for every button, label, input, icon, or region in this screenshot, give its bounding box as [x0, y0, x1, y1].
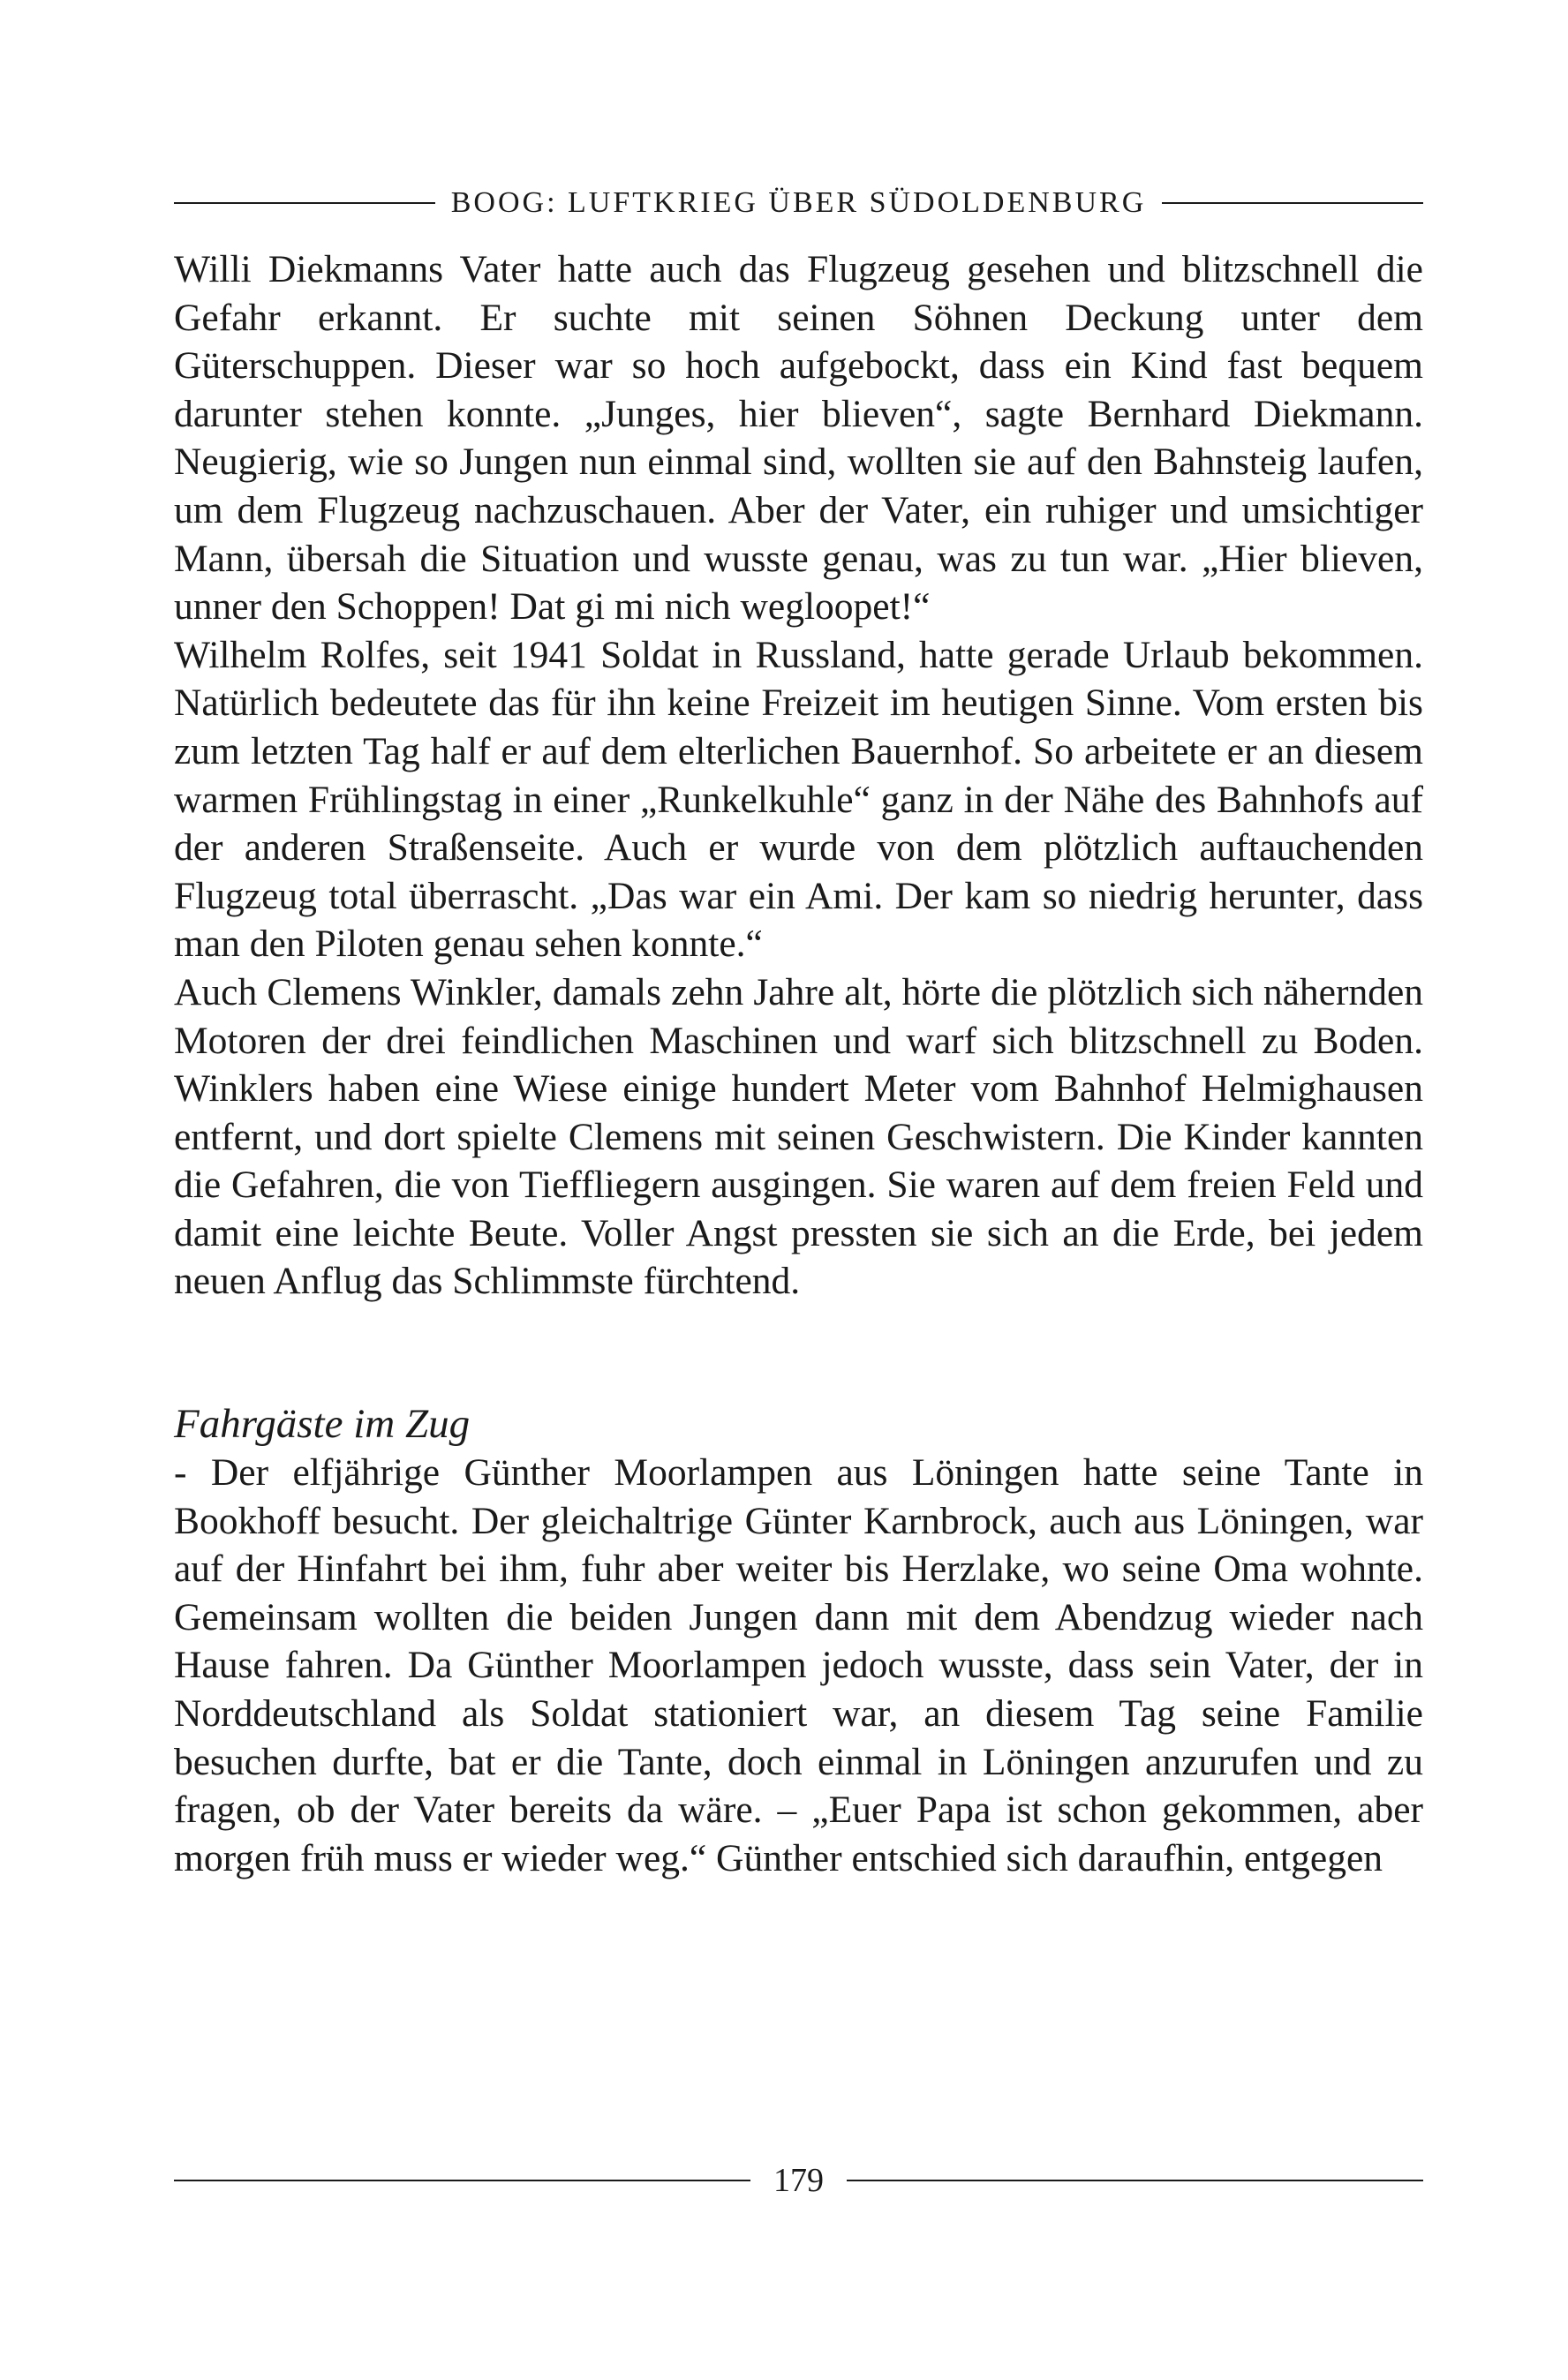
body-text	[174, 245, 1423, 1882]
folio-rule-left	[174, 2180, 750, 2181]
section-spacer	[174, 1306, 1423, 1399]
running-head-rule-left	[174, 202, 435, 204]
paragraph-rolfes: Wilhelm Rolfes, seit 1941 Soldat in Russland, hatte gerade Urlaub bekommen. Natürlich bedeutete das für ihn keine Freizeit im heutigen Sinne. Vom ersten bis zum letzten Tag half er auf dem elterlichen Bauernhof. So arbeitete er an diesem warmen Frühlingstag in einer „Runkelkuhle“ ganz in der Nähe des Bahnhofs auf der anderen Straßenseite. Auch er wurde von dem plötzlich auftauchenden Flugzeug total überrascht. „Das war ein Ami. Der kam so niedrig herunter, dass man den Piloten genau sehen konnte.“	[174, 633, 1423, 966]
section-heading: Fahrgäste im Zug	[174, 1401, 471, 1448]
page-number: 179	[773, 2162, 824, 2199]
folio-rule-right	[847, 2180, 1423, 2181]
paragraph-winkler: Auch Clemens Winkler, damals zehn Jahre alt, hörte die plötzlich sich nähernden Motoren der drei feindlichen Maschinen und warf sich blitzschnell zu Boden. Winklers haben eine Wiese einige hundert Meter vom Bahnhof Helmighausen entfernt, und dort spielte Clemens mit seinen Geschwistern. Die Kinder kannten die Gefahren, die von Tieffliegern ausgingen. Sie waren auf dem freien Feld und damit eine leichte Beute. Voller Angst pressten sie sich an die Erde, bei jedem neuen Anflug das Schlimmste fürchtend.	[174, 970, 1423, 1303]
folio	[174, 2158, 1423, 2203]
book-page	[174, 177, 1423, 2225]
running-head-rule-right	[1162, 202, 1423, 204]
paragraph-moorlampen: - Der elfjährige Günther Moorlampen aus Löningen hatte seine Tante in Bookhoff besucht. Der gleichaltrige Günter Karnbrock, auch aus Löningen, war auf der Hinfahrt bei ihm, fuhr aber weiter bis Herzlake, wo seine Oma wohnte. Gemeinsam wollten die beiden Jungen dann mit dem Abendzug wieder nach Hause fahren. Da Günther Moorlampen jedoch wusste, dass sein Vater, der in Norddeutschland als Soldat stationiert war, an diesem Tag seine Familie besuchen durfte, bat er die Tante, doch einmal in Löningen anzurufen und zu fragen, ob der Vater bereits da wäre. – „Euer Papa ist schon gekommen, aber morgen früh muss er wieder weg.“ Günther entschied sich daraufhin, entgegen	[174, 1451, 1423, 1879]
running-head	[174, 177, 1423, 230]
running-head-title: BOOG: LUFTKRIEG ÜBER SÜDOLDENBURG	[450, 186, 1147, 219]
paragraph-diekmann: Willi Diekmanns Vater hatte auch das Flugzeug gesehen und blitzschnell die Gefahr erkannt. Er suchte mit seinen Söhnen Deckung unter dem Güterschuppen. Dieser war so hoch aufgebockt, dass ein Kind fast bequem darunter stehen konnte. „Junges, hier blieven“, sagte Bernhard Diekmann. Neugierig, wie so Jungen nun einmal sind, wollten sie auf den Bahnsteig laufen, um dem Flugzeug nachzuschauen. Aber der Vater, ein ruhiger und umsichtiger Mann, übersah die Situation und wusste genau, was zu tun war. „Hier blieven, unner den Schoppen! Dat gi mi nich wegloopet!“	[174, 248, 1423, 629]
